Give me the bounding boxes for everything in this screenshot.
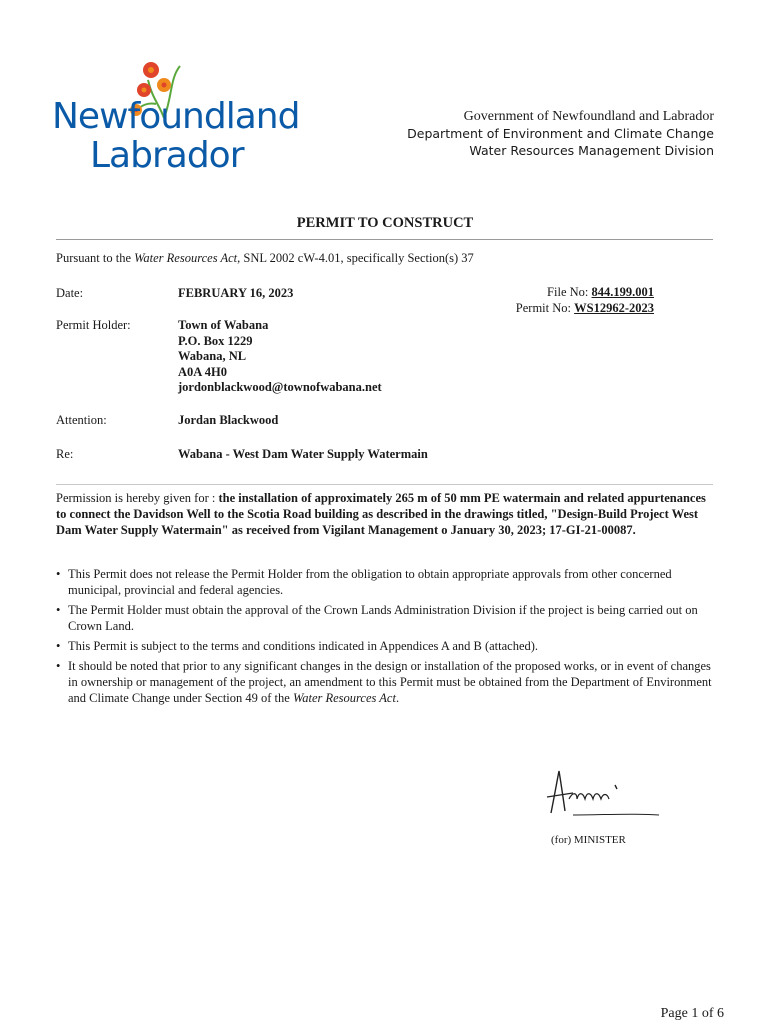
logo-text-labrador: Labrador — [90, 135, 244, 176]
pursuant-statement: Pursuant to the Water Resources Act, SNL 2002 cW-4.01, specifically Section(s) 37 — [56, 251, 474, 265]
list-item: • It should be noted that prior to any significant changes in the design or installation of the proposed works, or in event of changes in ownership or management of the project, an amendment to this Permit must be obtained from the Department of Environment and Climate Change under Section 49 of the Water Resources Act. — [56, 658, 716, 706]
document-title: PERMIT TO CONSTRUCT — [296, 215, 474, 231]
section-divider — [56, 484, 713, 485]
gov-name: Government of Newfoundland and Labrador — [463, 109, 714, 124]
conditions-list — [56, 566, 716, 710]
file-no-label: File No: — [547, 285, 589, 299]
permit-holder-address — [178, 318, 382, 396]
permit-no-value: WS12962-2023 — [574, 300, 654, 315]
permission-statement: Permission is hereby given for : the installation of approximately 265 m of 50 mm PE watermain and related appurtenances to connect the Davidson Well to the Scotia Road building as described in the drawings titled, "Design-Build Project West Dam Water Supply Watermain" as received from Vigilant Management o January 30, 2023; 17-GI-21-00087. — [56, 491, 706, 537]
date-label: Date: — [56, 286, 84, 300]
re-label: Re: — [56, 447, 74, 461]
attention-value: Jordan Blackwood — [178, 413, 279, 427]
logo-text-newfoundland: Newfoundland — [52, 96, 300, 137]
nl-logo — [52, 58, 300, 176]
division-name: Water Resources Management Division — [469, 143, 714, 158]
minister-caption: (for) MINISTER — [551, 834, 626, 846]
government-header — [407, 108, 714, 159]
list-item: • This Permit is subject to the terms and conditions indicated in Appendices A and B (attached). — [56, 638, 716, 654]
title-divider — [56, 239, 713, 240]
list-item: • This Permit does not release the Permit Holder from the obligation to obtain appropriate approvals from other concerned municipal, provincial and federal agencies. — [56, 566, 716, 598]
department-name: Department of Environment and Climate Change — [407, 126, 714, 141]
permit-holder-label: Permit Holder: — [56, 318, 131, 332]
signature — [543, 763, 663, 823]
holder-line: Wabana, NL — [178, 349, 247, 363]
holder-line: P.O. Box 1229 — [178, 333, 253, 348]
permission-scope: the installation of approximately 265 m of 50 mm PE watermain and related appurtenances to connect the Davidson Well to the Scotia Road building as described in the drawings titled, "Design-Build Project West Dam Water Supply Watermain" as received from Vigilant Management o January 30, 2023; 17-GI-21-00087. — [56, 491, 706, 537]
list-item: • The Permit Holder must obtain the approval of the Crown Lands Administration Division if the project is being carried out on Crown Land. — [56, 602, 716, 634]
holder-email: jordonblackwood@townofwabana.net — [178, 380, 382, 394]
re-value: Wabana - West Dam Water Supply Watermain — [178, 447, 428, 461]
page-number: Page 1 of 6 — [660, 1006, 724, 1021]
attention-label: Attention: — [56, 413, 107, 427]
act-name: Water Resources Act — [134, 251, 238, 265]
holder-line: Town of Wabana — [178, 318, 269, 332]
date-value: FEBRUARY 16, 2023 — [178, 286, 294, 300]
file-no-value: 844.199.001 — [591, 285, 654, 299]
holder-line: A0A 4H0 — [178, 364, 227, 379]
permit-no-label: Permit No: — [515, 300, 571, 315]
file-permit-numbers — [516, 285, 654, 316]
